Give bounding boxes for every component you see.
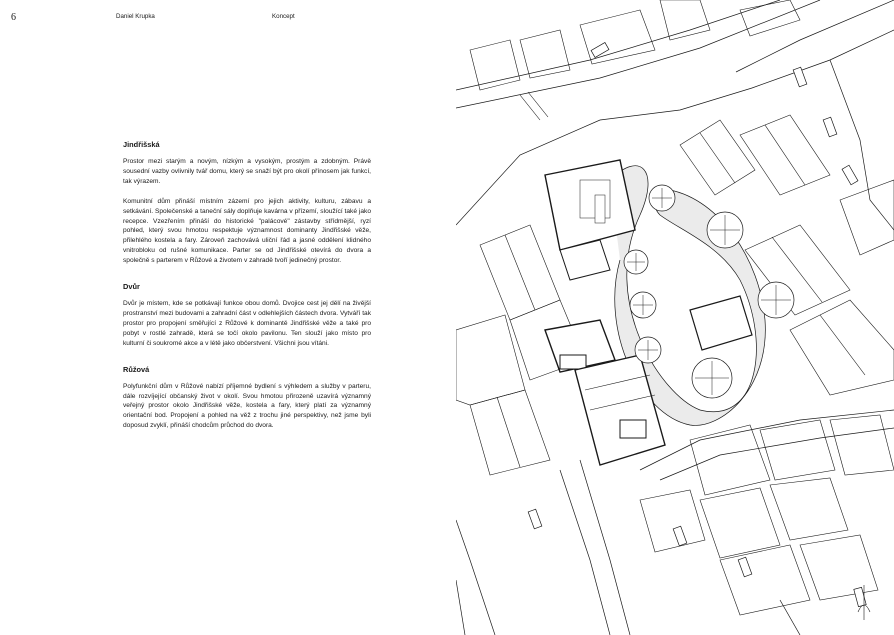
header-section: Koncept	[272, 13, 295, 20]
section-ruzova	[123, 365, 371, 432]
paragraph: Prostor mezi starým a novým, nízkým a vysokým, prostým a zdobným. Právě sousední vazby ovlivnily tvář domu, který se snaží být pro okolí přínosem jak funkcí, tak výrazem.	[123, 158, 371, 185]
section-dvur	[123, 282, 371, 349]
paragraph: Komunitní dům přináší místním zázemí pro jejich aktivity, kulturu, zábavu a setkávání. Společenské a taneční sály doplňuje kavárna v přízemí, sloužící také jako recepce. Vzezřením přináší do historické "palácové" zástavby střídmější, ryzí pohled, který svou hmotou respektuje významnost dominanty Jindřišské věže, přilehlého kostela a fary. Zároveň zachovává uliční řád a jasné oddělení klidného vnitrobloku od rušné komunikace. Parter se od Jindřišské otevírá do dvora a společně s parterem v Růžové a životem v zahradě tvoří jedinečný prostor.	[123, 197, 371, 265]
header-author: Daniel Krupka	[116, 13, 155, 20]
plan-background	[456, 0, 894, 635]
paragraph: Dvůr je místem, kde se potkávají funkce obou domů. Dvojice cest jej dělí na živější prostranství mezi budovami a zahradní část v odlehlejších částech dvora. Vytváří tak prostor pro propojení směřující z Růžové k dominantě Jindřišské věže a také pro pobyt v rostlé zahradě, která se točí okolo pavilonu. Ten slouží jako místo pro kulturní či soukromé akce a v létě jako občerstvení. Všichni jsou vítáni.	[123, 300, 371, 347]
section-title: Dvůr	[123, 282, 140, 292]
section-title: Jindřišská	[123, 140, 160, 149]
section-jindrisska	[123, 140, 371, 266]
site-plan-svg	[456, 0, 894, 635]
text-column	[123, 140, 371, 447]
section-title: Růžová	[123, 364, 150, 374]
page-number: 6	[11, 12, 16, 23]
site-plan-drawing	[456, 0, 894, 635]
paragraph: Polyfunkční dům v Růžové nabízí příjemné bydlení s výhledem a služby v parteru, dále rozvíjející občanský život v okolí. Svou hmotou přirozeně uzavírá významný veřejný prostor okolo Jindřišské věže, kostela a fary, který platí za významný orientační bod. Propojení a pohled na věž z trochu jiné perspektivy, než jsme byli doposud zvyklí, přináší chodcům průchod do dvora.	[123, 382, 371, 430]
